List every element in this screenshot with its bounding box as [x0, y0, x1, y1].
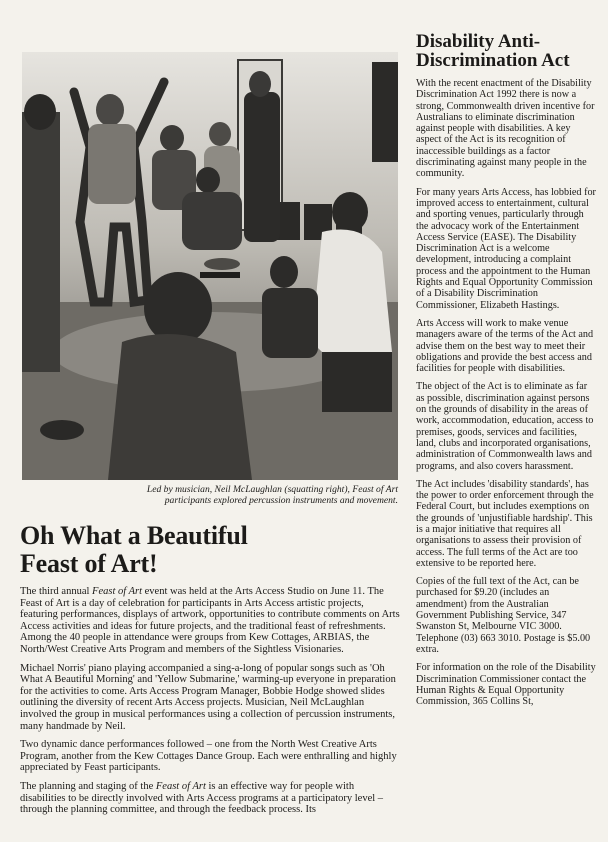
- headline-line-2: Feast of Art!: [20, 549, 158, 578]
- feast-p1-end: event was held at the Arts Access Studio on June 11. The Feast of Art is a day of celebration for participants in Arts Access artistic projects, featuring performances, displays of artwork, opportunities to contribute comments on Arts Access activities and ideas for future projects, and the traditional feast of refreshments. Among the 40 people in attendance were groups from Kew Cottages, ARBIAS, the North/West Creative Arts Program and members of the Sightless Visionaries.: [20, 586, 400, 655]
- disability-act-headline: [416, 32, 596, 70]
- feast-p1-start: The third annual: [20, 586, 93, 597]
- headline-line-1: Oh What a Beautiful: [20, 521, 248, 550]
- act-paragraph-6: Copies of the full text of the Act, can be purchased for $9.20 (includes an amendment) from the Australian Government Publishing Service, 347 Swanston St, Melbourne VIC 3000. Telephone (03) 663 3010. Postage is $5.00 extra.: [416, 576, 591, 655]
- feast-p4-end: is an effective way for people with disabilities to be directly involved with Arts Access programs at a participatory level – through the planning committee, and through the feedback process. Its: [20, 780, 384, 816]
- disability-act-article: [416, 78, 598, 714]
- feast-paragraph-4: [20, 781, 402, 816]
- photo-illustration: [22, 52, 398, 480]
- caption-line-2: participants explored percussion instruments and movement.: [164, 495, 398, 506]
- act-paragraph-3: Arts Access will work to make venue managers aware of the terms of the Act and advise them on the best way to meet their obligations and provide the best access and facilities for people with disabilities.: [416, 317, 594, 375]
- feast-p4-start: The planning and staging of the: [20, 780, 156, 792]
- act-paragraph-2: For many years Arts Access, has lobbied for improved access to entertainment, cultural and sporting venues, particularly through the advocacy work of the Entertainment Access Service (EASE). The Disability Discrimination Act is a welcome development, introducing a complaint process and the appointment to the Human Rights and Equal Opportunity Commission of a Disability Discrimination Commissioner, Elizabeth Hastings.: [416, 186, 596, 311]
- act-paragraph-7: For information on the role of the Disability Discrimination Commissioner contact the Human Rights & Equal Opportunity Commission, 365 Collins St,: [416, 662, 596, 708]
- feast-paragraph-1: [20, 586, 402, 656]
- act-paragraph-5: The Act includes 'disability standards', has the power to order enforcement through the Federal Court, but includes exemptions on the grounds of 'unjustifiable hardship'. This is a major initiative that requires all organisations to assess their provision of access. The full terms of the Act are too extensive to be reported here.: [416, 478, 594, 569]
- feast-paragraph-2: Michael Norris' piano playing accompanied a sing-a-long of popular songs such as 'Oh What A Beautiful Morning' and 'Yellow Submarine,' warming-up everyone in preparation for the activities to come. Arts Access Program Manager, Bobbie Hodge showed slides outlining the diversity of recent Arts Access projects. Musician, Neil McLaughlan involved the group in musical performances using a collection of percussion instruments, many handmade by Neil.: [20, 662, 396, 732]
- feast-p4-italic: Feast of Art: [155, 780, 206, 792]
- event-photo: [22, 52, 398, 480]
- right-title-line-2: Discrimination Act: [416, 50, 570, 71]
- photo-caption: [40, 484, 398, 506]
- feast-p1-italic: Feast of Art: [92, 586, 143, 597]
- act-paragraph-4: The object of the Act is to eliminate as far as possible, discrimination against persons on the grounds of disability in the areas of work, accommodation, education, access to premises, goods, services and facilities, land, clubs and incorporated organisations, administration of Commonwealth laws and programs, and also covers harassment.: [416, 381, 594, 472]
- feast-of-art-article: [20, 586, 402, 823]
- act-paragraph-1: With the recent enactment of the Disability Discrimination Act 1992 there is now a strong, Commonwealth driven incentive for Australians to eliminate discrimination against people with disabilities. A key aspect of the Act is its recognition of inaccessible buildings as a factor discriminating against many people in the community.: [416, 78, 595, 180]
- feast-of-art-headline: [20, 522, 410, 578]
- right-title-line-1: Disability Anti-: [416, 31, 541, 52]
- feast-paragraph-3: Two dynamic dance performances followed – one from the North West Creative Arts Program, another from the Kew Cottages Dance Group. Each were enthralling and highly appreciated by Feast participants.: [20, 739, 397, 774]
- caption-line-1: Led by musician, Neil McLaughlan (squatting right), Feast of Art: [146, 484, 398, 495]
